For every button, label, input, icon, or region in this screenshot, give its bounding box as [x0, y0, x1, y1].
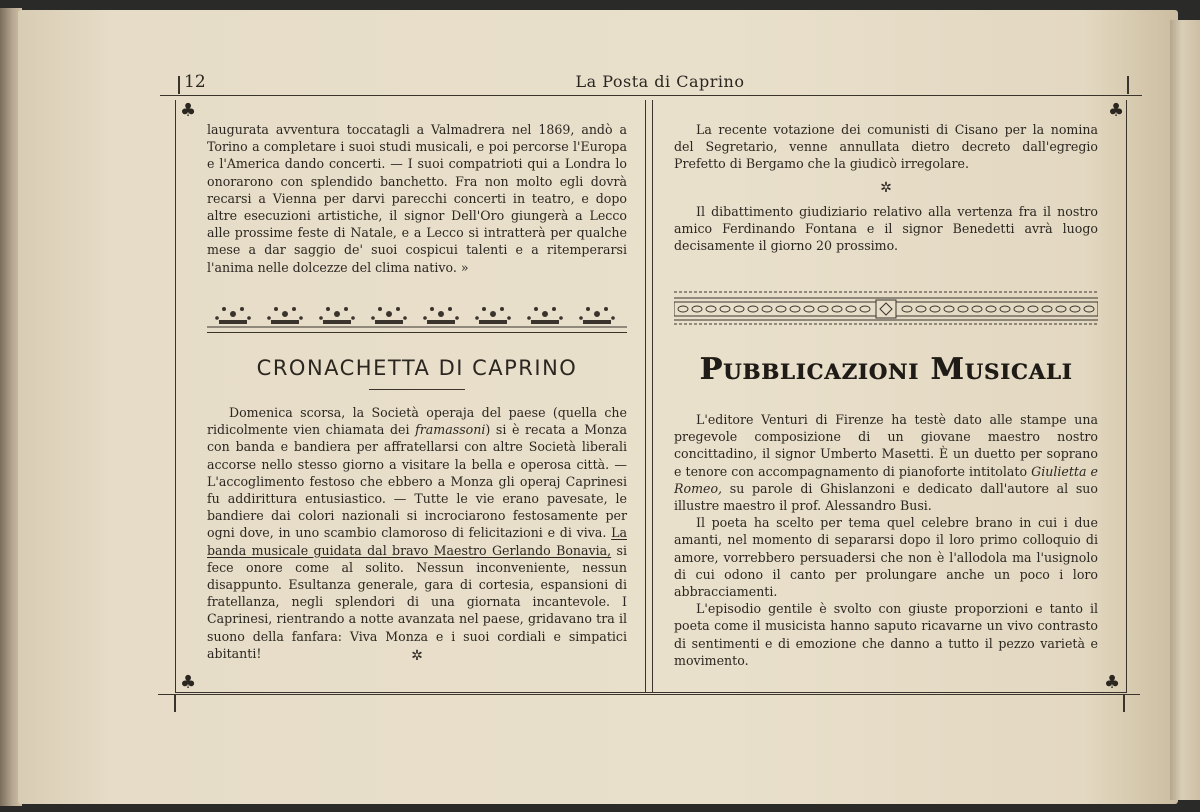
page-number: 12 — [184, 72, 206, 92]
chain-link-icon — [790, 306, 800, 312]
chain-link-icon — [1084, 306, 1094, 312]
chain-link-icon — [1014, 306, 1024, 312]
floral-border-icon — [207, 300, 627, 332]
chain-link-icon — [1028, 306, 1038, 312]
chain-link-icon — [692, 306, 702, 312]
chain-link-icon — [930, 306, 940, 312]
banner-border-icon — [674, 288, 1098, 326]
floral-motif-icon — [319, 307, 355, 324]
chain-link-icon — [720, 306, 730, 312]
chain-link-icon — [832, 306, 842, 312]
floral-motif-icon — [579, 307, 615, 324]
footer-tick-left — [174, 694, 176, 712]
chain-link-icon — [944, 306, 954, 312]
section-title-cronachetta: CRONACHETTA DI CAPRINO — [256, 356, 578, 380]
pubblicazioni-paragraph: L'episodio gentile è svolto con giuste proporzioni e tanto il poeta come il musicista hanno saputo ricavarne un vivo contrasto di sentimenti e di emozione che danno a tutto il pezzo varietà e movimento. — [674, 601, 1098, 668]
section-title-pubblicazioni: Pubblicazioni Musicali — [699, 352, 1073, 387]
chain-link-icon — [762, 306, 772, 312]
chain-link-icon — [860, 306, 870, 312]
notice-fontana: Il dibattimento giudiziario relativo alla vertenza fra il nostro amico Ferdinando Fontana e il signor Benedetti avrà luogo decisamente il giorno 20 prossimo. — [674, 203, 1098, 254]
cronachetta-article — [207, 404, 627, 662]
header-bar-left — [178, 76, 180, 94]
article-italic-title: Giulietta e Romeo, — [674, 463, 1099, 496]
clover-ornament-icon: ♣ — [1108, 100, 1125, 121]
article-text: si fece onore come al solito. Nessun inconveniente, nessun disappunto. Esultanza generale, gara di cortesia, espansioni di fratellanza, negli splendori di una giornata incantevole. I Caprinesi, rientrando a notte avanzata nel paese, gridavano tra il suono della fanfara: Viva Monza e i suoi cordiali e simpatici abitanti! — [207, 542, 627, 661]
chain-link-icon — [804, 306, 814, 312]
floral-motif-icon — [371, 307, 407, 324]
article-text: L'editore Venturi di Firenze ha testè dato alle stampe una pregevole composizione di un giovane maestro nostro concittadino, il signor Umberto Masetti. È un duetto per soprano e tenore con accompagnamento di pianoforte intitolato — [674, 412, 1098, 479]
chain-link-icon — [986, 306, 996, 312]
pubblicazioni-article — [674, 411, 1098, 669]
chain-link-icon — [706, 306, 716, 312]
chain-link-icon — [1042, 306, 1052, 312]
floral-motif-icon — [527, 307, 563, 324]
article-text: Domenica scorsa, la Società operaja del paese (quella che ridicolmente vien chiamata dei — [207, 405, 627, 438]
column-divider — [645, 100, 646, 692]
title-underline — [369, 389, 465, 390]
header-bar-right — [1127, 76, 1129, 94]
clover-ornament-icon: ♣ — [180, 100, 197, 121]
chain-link-icon — [678, 306, 688, 312]
floral-motif-icon — [475, 307, 511, 324]
underlined-text: La banda musicale guidata dal bravo Maestro Gerlando Bonavia, — [207, 525, 627, 558]
cronachetta-paragraph — [207, 404, 627, 662]
chain-link-icon — [748, 306, 758, 312]
chain-link-icon — [776, 306, 786, 312]
floral-motif-icon — [215, 307, 251, 324]
clover-ornament-icon: ♣ — [180, 672, 197, 693]
chain-link-icon — [818, 306, 828, 312]
header-rule — [160, 95, 1142, 96]
chain-link-icon — [958, 306, 968, 312]
separator-star-icon: ✲ — [411, 648, 423, 664]
continued-article-text: laugurata avventura toccatagli a Valmadrera nel 1869, andò a Torino a completare i suoi studi musicali, e poi percorse l'Europa e l'America dando concerti. — I suoi compatrioti qui a Londra lo onorarono con splendido banchetto. Fra non molto egli dovrà recarsi a Vienna per darvi parecchi concerti in teatro, e dopo altre esecuzioni artistiche, il signor Dell'Oro giungerà a Lecco alle prossime feste di Natale, e a Lecco si intratterà per qualche mese a dar saggio de' suoi cospicui talenti e a ritemperarsi l'anima nelle dolcezze del clima nativo. » — [207, 122, 627, 275]
ornamental-banner — [674, 288, 1098, 326]
chain-link-icon — [972, 306, 982, 312]
footer-tick-right — [1123, 694, 1125, 712]
chain-link-icon — [846, 306, 856, 312]
chain-link-icon — [902, 306, 912, 312]
continued-article — [207, 121, 627, 276]
pubblicazioni-paragraph — [674, 411, 1098, 514]
chain-link-icon — [1056, 306, 1066, 312]
article-italic-word: framassoni — [415, 422, 486, 438]
ornamental-divider — [207, 300, 627, 333]
floral-motif-icon — [267, 307, 303, 324]
book-page-edge-right — [1170, 20, 1200, 800]
running-title: La Posta di Caprino — [575, 72, 745, 91]
notices — [674, 121, 1098, 254]
chain-link-icon — [1000, 306, 1010, 312]
floral-motif-icon — [423, 307, 459, 324]
pubblicazioni-paragraph: Il poeta ha scelto per tema quel celebre brano in cui i due amanti, nel momento di separarsi dopo il loro primo colloquio di amore, vorrebbero persuadersi che non è l'allodola ma l'usignolo di cui odono il canto per prolungare anche un poco i loro abbracciamenti. — [674, 515, 1098, 600]
column-divider — [652, 100, 653, 692]
notice-cisano: La recente votazione dei comunisti di Cisano per la nomina del Segretario, venne annullata dietro decreto dall'egregio Prefetto di Bergamo che la giudicò irregolare. — [674, 122, 1098, 172]
article-text: su parole di Ghislanzoni e dedicato dall'autore al suo illustre maestro il prof. Alessandro Busi. — [674, 480, 1098, 514]
separator-star-icon: ✲ — [880, 179, 892, 196]
article-text: ) si è recata a Monza con banda e bandiera per affratellarsi con altre Società liberali accorse nello stesso giorno a visitare la bella e operosa città. — L'accoglimento festoso che ebbero a Monza gli operaj Caprinesi fu addirittura entusiastico. — Tutte le vie erano pavesate, le bandiere dai colori nazionali si incrociarono festosamente per ogni dove, in uno scambio clamoroso di felicitazioni e di viva. — [207, 422, 627, 541]
clover-ornament-icon: ♣ — [1104, 672, 1121, 693]
footer-rule — [158, 694, 1140, 695]
chain-link-icon — [734, 306, 744, 312]
chain-link-icon — [916, 306, 926, 312]
chain-link-icon — [1070, 306, 1080, 312]
